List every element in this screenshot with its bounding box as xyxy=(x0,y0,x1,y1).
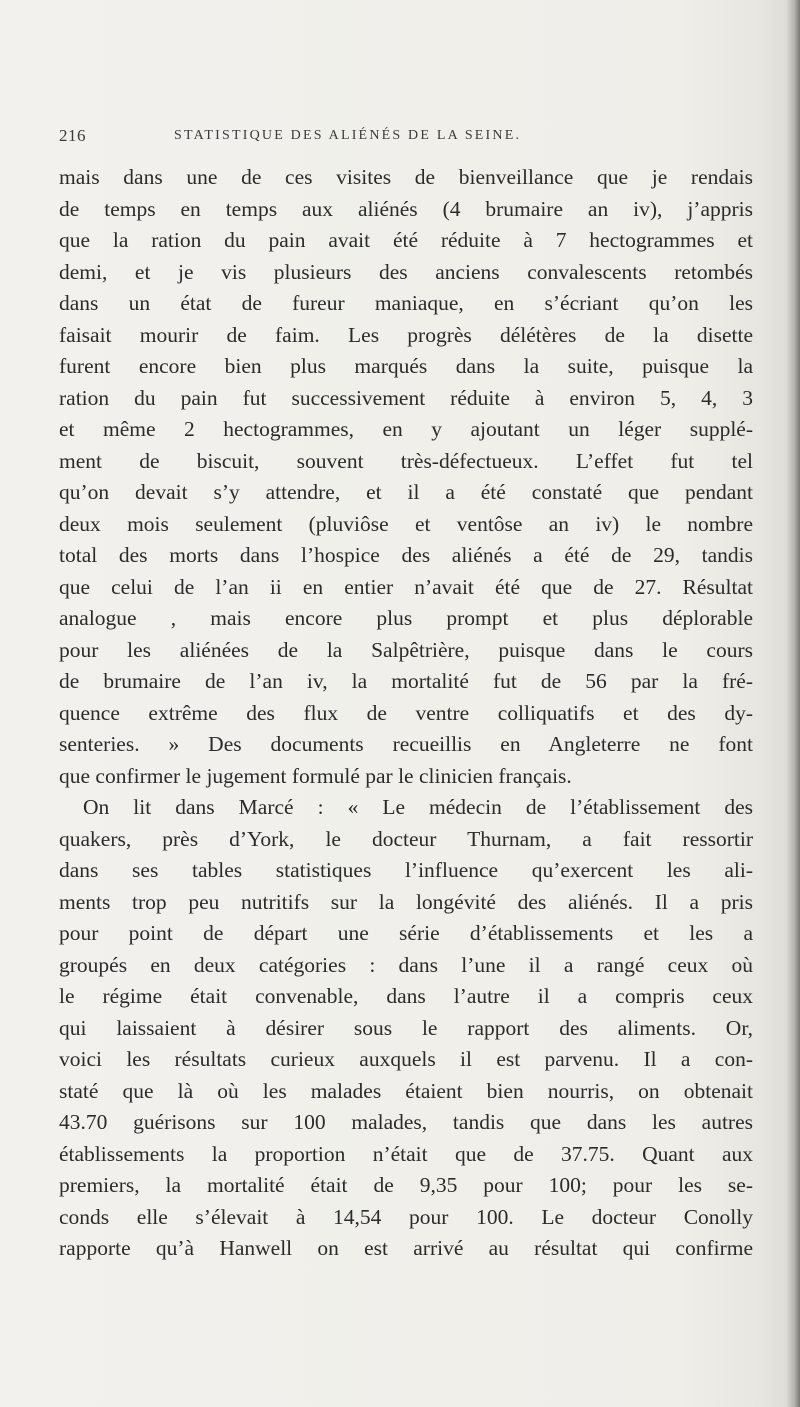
text-line: total des morts dans l’hospice des aliénés a été de 29, tandis xyxy=(59,543,753,567)
text-line: staté que là où les malades étaient bien nourris, on obtenait xyxy=(59,1078,753,1103)
page-header xyxy=(59,126,759,150)
body-text xyxy=(59,162,753,1265)
text-line: ments trop peu nutritifs sur la longévité des aliénés. Il a pris xyxy=(59,889,753,914)
text-line: faisait mourir de faim. Les progrès délétères de la disette xyxy=(59,322,753,347)
text-line: conds elle s’élevait à 14,54 pour 100. Le docteur Conolly xyxy=(59,1204,753,1229)
text-line: qu’on devait s’y attendre, et il a été constaté que pendant xyxy=(59,480,753,504)
text-line: premiers, la mortalité était de 9,35 pour 100; pour les se- xyxy=(59,1173,753,1197)
text-line: voici les résultats curieux auxquels il est parvenu. Il a con- xyxy=(59,1047,753,1071)
text-line: deux mois seulement (pluviôse et ventôse an iv) le nombre xyxy=(59,511,753,536)
text-line: rapporte qu’à Hanwell on est arrivé au résultat qui confirme xyxy=(59,1236,753,1260)
text-line: le régime était convenable, dans l’autre il a compris ceux xyxy=(59,984,753,1008)
text-line: analogue , mais encore plus prompt et plus déplorable xyxy=(59,606,753,630)
text-line: demi, et je vis plusieurs des anciens convalescents retombés xyxy=(59,259,753,284)
text-line: que confirmer le jugement formulé par le clinicien français. xyxy=(59,763,572,788)
text-line: senteries. » Des documents recueillis en Angleterre ne font xyxy=(59,732,753,756)
page-edge-shadow xyxy=(786,0,800,1407)
text-line: On lit dans Marcé : « Le médecin de l’établissement des xyxy=(83,795,753,819)
text-line: que celui de l’an ii en entier n’avait été que de 27. Résultat xyxy=(59,574,753,599)
text-line: établissements la proportion n’était que de 37.75. Quant aux xyxy=(59,1141,753,1166)
text-line: de brumaire de l’an iv, la mortalité fut de 56 par la fré- xyxy=(59,669,753,693)
text-line: quakers, près d’York, le docteur Thurnam, a fait ressortir xyxy=(59,826,753,851)
text-line: dans ses tables statistiques l’influence qu’exercent les ali- xyxy=(59,858,753,882)
text-line: que la ration du pain avait été réduite à 7 hectogrammes et xyxy=(59,228,753,252)
text-line: ration du pain fut successivement réduite à environ 5, 4, 3 xyxy=(59,385,753,410)
text-line: ment de biscuit, souvent très-défectueux. L’effet fut tel xyxy=(59,448,753,473)
text-line: quence extrême des flux de ventre colliquatifs et des dy- xyxy=(59,700,753,725)
text-line: pour point de départ une série d’établissements et les a xyxy=(59,921,753,945)
text-line: furent encore bien plus marqués dans la suite, puisque la xyxy=(59,354,753,378)
running-title: STATISTIQUE DES ALIÉNÉS DE LA SEINE. xyxy=(174,128,522,143)
text-line: 43.70 guérisons sur 100 malades, tandis que dans les autres xyxy=(59,1110,753,1134)
text-line: de temps en temps aux aliénés (4 brumaire an iv), j’appris xyxy=(59,196,753,221)
text-line: dans un état de fureur maniaque, en s’écriant qu’on les xyxy=(59,291,753,315)
page-number: 216 xyxy=(59,126,86,145)
text-line: et même 2 hectogrammes, en y ajoutant un léger supplé- xyxy=(59,417,753,441)
text-line: mais dans une de ces visites de bienveillance que je rendais xyxy=(59,165,753,189)
text-line: pour les aliénées de la Salpêtrière, puisque dans le cours xyxy=(59,637,753,662)
text-line: qui laissaient à désirer sous le rapport des aliments. Or, xyxy=(59,1015,753,1040)
text-line: groupés en deux catégories : dans l’une il a rangé ceux où xyxy=(59,952,753,977)
